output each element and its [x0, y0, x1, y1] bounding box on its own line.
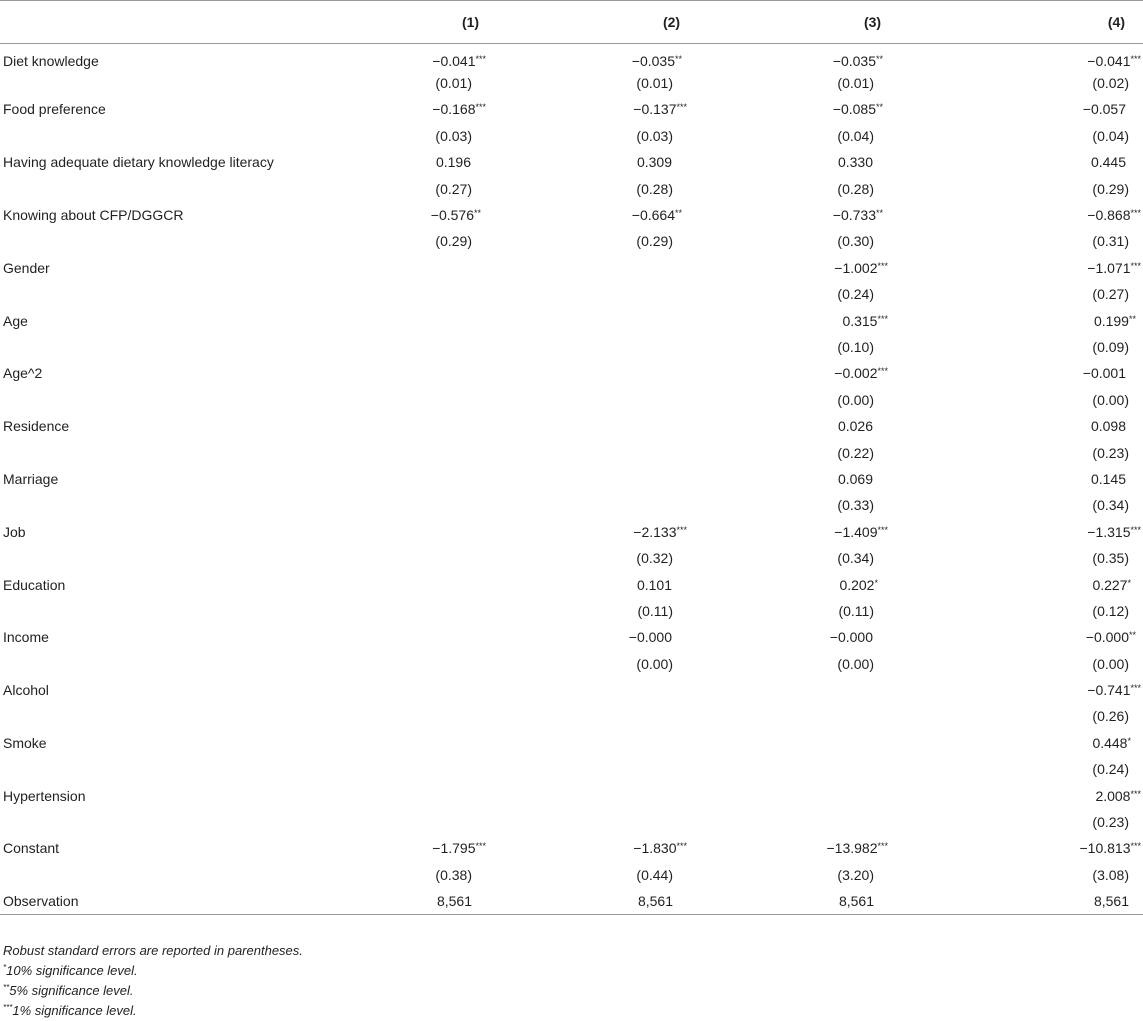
standard-error-cell: (0.23) — [1092, 814, 1129, 831]
coefficient-cell — [738, 571, 939, 597]
coefficient-cell — [738, 202, 939, 228]
coefficient-cell — [537, 519, 738, 545]
coefficient-cell — [738, 519, 939, 545]
coefficient-value: −0.741 — [1087, 682, 1131, 699]
observation-value: 8,561 — [939, 888, 1143, 914]
table-footnotes — [3, 941, 303, 1021]
coefficient-cell — [738, 360, 939, 386]
coefficient-cell — [939, 149, 1143, 175]
standard-error-cell — [537, 703, 738, 729]
coefficient-value: −1.795 — [432, 840, 476, 857]
standard-error-cell: (0.31) — [1092, 233, 1129, 250]
coef-row — [0, 782, 1143, 808]
standard-error-cell: (0.22) — [837, 444, 874, 461]
footnote — [3, 961, 303, 981]
variable-label: Age^2 — [3, 365, 43, 382]
coefficient-cell — [939, 835, 1143, 861]
significance-stars: ** — [674, 53, 682, 64]
significance-stars: ** — [875, 208, 883, 219]
coef-row — [0, 466, 1143, 492]
standard-error-cell — [336, 650, 537, 676]
standard-error-cell: (0.01) — [837, 75, 874, 92]
se-label-blank — [0, 598, 336, 624]
se-row — [0, 387, 1143, 413]
standard-error-cell — [537, 387, 738, 413]
coefficient-cell — [537, 782, 738, 808]
significance-stars: ** — [875, 102, 883, 113]
standard-error-cell: (0.01) — [636, 75, 673, 92]
variable-label: Hypertension — [3, 787, 86, 804]
se-label-blank — [0, 492, 336, 518]
coefficient-cell — [537, 571, 738, 597]
standard-error-cell: (0.00) — [636, 655, 673, 672]
se-row — [0, 756, 1143, 782]
standard-error-cell: (0.24) — [1092, 761, 1129, 778]
se-label-blank — [0, 756, 336, 782]
coefficient-value: 0.330 — [837, 154, 873, 171]
observation-value: 8,561 — [336, 888, 537, 914]
significance-stars: *** — [1130, 208, 1141, 219]
variable-label: Constant — [3, 840, 60, 857]
significance-stars: *** — [475, 102, 486, 113]
standard-error-cell — [537, 756, 738, 782]
standard-error-cell — [336, 809, 537, 835]
standard-error-cell: (3.20) — [837, 866, 874, 883]
coefficient-value: 0.026 — [837, 418, 873, 435]
coefficient-value: −10.813 — [1079, 840, 1131, 857]
standard-error-cell: (0.34) — [837, 550, 874, 567]
coefficient-cell — [336, 255, 537, 281]
coefficient-cell — [537, 360, 738, 386]
coefficient-value: 0.069 — [837, 470, 873, 487]
significance-stars: ** — [875, 53, 883, 64]
coefficient-cell — [939, 571, 1143, 597]
coefficient-cell — [537, 835, 738, 861]
se-row — [0, 70, 1143, 96]
coef-row — [0, 44, 1143, 70]
standard-error-cell: (0.28) — [636, 180, 673, 197]
coefficient-cell — [336, 360, 537, 386]
coefficient-value: 0.199 — [1093, 312, 1129, 329]
significance-stars: *** — [475, 53, 486, 64]
footnote-mark: *** — [3, 1003, 13, 1012]
significance-stars: *** — [475, 841, 486, 852]
coefficient-cell — [738, 149, 939, 175]
coef-row — [0, 730, 1143, 756]
observation-label: Observation — [0, 888, 336, 914]
coefficient-cell — [939, 413, 1143, 439]
coefficient-value: −1.002 — [834, 259, 878, 276]
standard-error-cell — [336, 598, 537, 624]
coefficient-value: −0.035 — [832, 52, 876, 69]
coefficient-cell — [537, 624, 738, 650]
se-label-blank — [0, 175, 336, 201]
coef-row — [0, 149, 1143, 175]
significance-stars: *** — [676, 102, 687, 113]
coef-row — [0, 571, 1143, 597]
standard-error-cell: (0.03) — [636, 127, 673, 144]
standard-error-cell: (0.27) — [1092, 286, 1129, 303]
coefficient-cell — [939, 96, 1143, 122]
standard-error-cell: (0.29) — [435, 233, 472, 250]
coef-row — [0, 624, 1143, 650]
coefficient-value: −1.830 — [633, 840, 677, 857]
coefficient-value: 0.196 — [435, 154, 471, 171]
coef-row — [0, 677, 1143, 703]
se-label-blank — [0, 334, 336, 360]
coefficient-cell — [336, 624, 537, 650]
coefficient-cell — [738, 782, 939, 808]
standard-error-cell — [537, 334, 738, 360]
se-label-blank — [0, 70, 336, 96]
coefficient-cell — [738, 835, 939, 861]
standard-error-cell — [336, 703, 537, 729]
se-label-blank — [0, 809, 336, 835]
coef-row — [0, 202, 1143, 228]
significance-stars: *** — [877, 366, 888, 377]
coefficient-cell — [336, 571, 537, 597]
significance-stars: *** — [1130, 524, 1141, 535]
significance-stars: ** — [674, 208, 682, 219]
se-label-blank — [0, 387, 336, 413]
coefficient-value: −0.733 — [832, 207, 876, 224]
standard-error-cell: (0.00) — [1092, 655, 1129, 672]
se-row — [0, 650, 1143, 676]
significance-stars: *** — [1130, 260, 1141, 271]
coefficient-cell — [336, 96, 537, 122]
se-row — [0, 175, 1143, 201]
significance-stars: *** — [877, 313, 888, 324]
se-row — [0, 862, 1143, 888]
standard-error-cell: (0.38) — [435, 866, 472, 883]
coefficient-value: 0.227 — [1092, 576, 1128, 593]
standard-error-cell — [537, 492, 738, 518]
standard-error-cell: (0.24) — [837, 286, 874, 303]
significance-stars: ** — [1128, 630, 1136, 641]
coefficient-cell — [336, 730, 537, 756]
standard-error-cell: (0.11) — [637, 602, 673, 619]
coefficient-cell — [939, 466, 1143, 492]
significance-stars: *** — [877, 260, 888, 271]
standard-error-cell: (3.08) — [1092, 866, 1129, 883]
standard-error-cell: (0.30) — [837, 233, 874, 250]
coefficient-cell — [537, 44, 738, 70]
coefficient-cell — [537, 466, 738, 492]
standard-error-cell: (0.35) — [1092, 550, 1129, 567]
coefficient-value: −13.982 — [826, 840, 878, 857]
coefficient-value: −0.868 — [1087, 207, 1131, 224]
coefficient-value: 0.445 — [1090, 154, 1126, 171]
coef-row — [0, 255, 1143, 281]
coefficient-cell — [738, 413, 939, 439]
coefficient-value: −0.057 — [1082, 101, 1126, 118]
observation-value: 8,561 — [537, 888, 738, 914]
footnote — [3, 941, 303, 961]
standard-error-cell: (0.34) — [1092, 497, 1129, 514]
standard-error-cell — [336, 545, 537, 571]
header-blank — [0, 1, 336, 44]
significance-stars: * — [1127, 735, 1131, 746]
standard-error-cell — [336, 492, 537, 518]
standard-error-cell — [336, 387, 537, 413]
coefficient-value: −0.000 — [628, 629, 672, 646]
coefficient-value: 0.098 — [1090, 418, 1126, 435]
se-label-blank — [0, 862, 336, 888]
standard-error-cell — [738, 703, 939, 729]
standard-error-cell: (0.29) — [1092, 180, 1129, 197]
coefficient-cell — [537, 677, 738, 703]
standard-error-cell: (0.03) — [435, 127, 472, 144]
coef-row — [0, 307, 1143, 333]
coefficient-cell — [939, 44, 1143, 70]
standard-error-cell: (0.26) — [1092, 708, 1129, 725]
variable-label: Having adequate dietary knowledge literacy — [3, 154, 274, 171]
se-row — [0, 492, 1143, 518]
coefficient-cell — [336, 149, 537, 175]
coefficient-cell — [336, 307, 537, 333]
significance-stars: *** — [1130, 683, 1141, 694]
coefficient-value: −0.041 — [1087, 52, 1131, 69]
column-header-4: (4) — [939, 1, 1143, 44]
coefficient-value: −0.664 — [631, 207, 675, 224]
se-label-blank — [0, 439, 336, 465]
coefficient-value: −2.133 — [633, 523, 677, 540]
significance-stars: * — [874, 577, 878, 588]
coefficient-cell — [939, 730, 1143, 756]
observation-value: 8,561 — [738, 888, 939, 914]
variable-label: Smoke — [3, 734, 47, 751]
se-row — [0, 334, 1143, 360]
coefficient-value: 2.008 — [1095, 787, 1131, 804]
coefficient-cell — [336, 677, 537, 703]
variable-label: Job — [3, 523, 26, 540]
standard-error-cell: (0.10) — [837, 338, 874, 355]
coefficient-cell — [336, 782, 537, 808]
coefficient-value: 0.315 — [842, 312, 878, 329]
coefficient-cell — [738, 96, 939, 122]
se-label-blank — [0, 703, 336, 729]
coefficient-value: −0.002 — [834, 365, 878, 382]
coef-row — [0, 96, 1143, 122]
standard-error-cell — [336, 756, 537, 782]
coefficient-cell — [738, 466, 939, 492]
coefficient-value: −0.085 — [832, 101, 876, 118]
standard-error-cell: (0.44) — [636, 866, 673, 883]
se-label-blank — [0, 650, 336, 676]
coefficient-value: −0.137 — [633, 101, 677, 118]
coefficient-value: −1.315 — [1087, 523, 1131, 540]
coefficient-cell — [336, 835, 537, 861]
coefficient-cell — [336, 466, 537, 492]
standard-error-cell: (0.28) — [837, 180, 874, 197]
coefficient-cell — [939, 202, 1143, 228]
column-header-1: (1) — [336, 1, 537, 44]
coefficient-cell — [738, 677, 939, 703]
coefficient-value: 0.202 — [839, 576, 875, 593]
coefficient-cell — [537, 149, 738, 175]
standard-error-cell: (0.00) — [1092, 391, 1129, 408]
coefficient-cell — [738, 624, 939, 650]
se-label-blank — [0, 123, 336, 149]
variable-label: Gender — [3, 259, 50, 276]
se-row — [0, 598, 1143, 624]
header-row — [0, 1, 1143, 44]
column-header-2: (2) — [537, 1, 738, 44]
standard-error-cell: (0.01) — [435, 75, 472, 92]
variable-label: Education — [3, 576, 66, 593]
significance-stars: ** — [473, 208, 481, 219]
significance-stars: * — [1127, 577, 1131, 588]
footnote — [3, 1001, 303, 1021]
standard-error-cell: (0.09) — [1092, 338, 1129, 355]
se-row — [0, 703, 1143, 729]
variable-label: Marriage — [3, 470, 59, 487]
standard-error-cell: (0.23) — [1092, 444, 1129, 461]
coefficient-cell — [738, 730, 939, 756]
coefficient-value: 0.101 — [636, 576, 672, 593]
standard-error-cell — [537, 809, 738, 835]
footnote — [3, 981, 303, 1001]
standard-error-cell: (0.00) — [837, 655, 874, 672]
standard-error-cell: (0.04) — [1092, 127, 1129, 144]
standard-error-cell — [738, 756, 939, 782]
coefficient-cell — [939, 255, 1143, 281]
coefficient-value: −0.001 — [1082, 365, 1126, 382]
coefficient-value: −0.168 — [432, 101, 476, 118]
se-label-blank — [0, 545, 336, 571]
significance-stars: *** — [1130, 53, 1141, 64]
coefficient-value: 0.309 — [636, 154, 672, 171]
coefficient-value: −0.576 — [430, 207, 474, 224]
coefficient-cell — [939, 624, 1143, 650]
coefficient-value: 0.448 — [1092, 734, 1128, 751]
significance-stars: *** — [1130, 788, 1141, 799]
variable-label: Alcohol — [3, 682, 49, 699]
coefficient-cell — [939, 360, 1143, 386]
footnote-text: 10% significance level. — [6, 963, 138, 978]
coefficient-cell — [537, 202, 738, 228]
se-row — [0, 228, 1143, 254]
coefficient-cell — [738, 255, 939, 281]
se-label-blank — [0, 228, 336, 254]
coefficient-cell — [336, 44, 537, 70]
se-row — [0, 439, 1143, 465]
coef-row — [0, 413, 1143, 439]
standard-error-cell: (0.32) — [636, 550, 673, 567]
standard-error-cell — [336, 439, 537, 465]
variable-label: Income — [3, 629, 49, 646]
coefficient-cell — [537, 96, 738, 122]
standard-error-cell — [336, 334, 537, 360]
significance-stars: *** — [676, 524, 687, 535]
coefficient-cell — [336, 519, 537, 545]
coefficient-value: 0.145 — [1090, 470, 1126, 487]
variable-label: Residence — [3, 418, 70, 435]
footnote-text: Robust standard errors are reported in parentheses. — [3, 943, 303, 958]
standard-error-cell: (0.02) — [1092, 75, 1129, 92]
significance-stars: *** — [1130, 841, 1141, 852]
significance-stars: *** — [877, 841, 888, 852]
coefficient-cell — [939, 782, 1143, 808]
standard-error-cell: (0.12) — [1092, 602, 1129, 619]
coefficient-value: −0.041 — [432, 52, 476, 69]
footnote-text: 1% significance level. — [12, 1003, 137, 1018]
coefficient-cell — [336, 202, 537, 228]
variable-label: Diet knowledge — [3, 52, 99, 69]
table-body — [0, 44, 1143, 915]
footnote-mark: * — [3, 963, 7, 972]
coefficient-cell — [939, 677, 1143, 703]
coef-row — [0, 519, 1143, 545]
significance-stars: *** — [877, 524, 888, 535]
standard-error-cell — [336, 281, 537, 307]
coefficient-value: −0.035 — [631, 52, 675, 69]
standard-error-cell: (0.00) — [837, 391, 874, 408]
standard-error-cell: (0.27) — [435, 180, 472, 197]
coef-row — [0, 360, 1143, 386]
coefficient-cell — [738, 44, 939, 70]
variable-label: Age — [3, 312, 28, 329]
coefficient-value: −1.071 — [1087, 259, 1131, 276]
coefficient-cell — [336, 413, 537, 439]
significance-stars: ** — [1128, 313, 1136, 324]
footnote-text: 5% significance level. — [9, 983, 134, 998]
footnote-mark: ** — [3, 983, 10, 992]
coefficient-cell — [537, 307, 738, 333]
coefficient-cell — [738, 307, 939, 333]
se-row — [0, 123, 1143, 149]
coef-row — [0, 835, 1143, 861]
standard-error-cell: (0.04) — [837, 127, 874, 144]
coefficient-cell — [537, 255, 738, 281]
coefficient-value: −0.000 — [1085, 629, 1129, 646]
standard-error-cell: (0.33) — [837, 497, 874, 514]
column-header-3: (3) — [738, 1, 939, 44]
standard-error-cell — [537, 281, 738, 307]
se-row — [0, 281, 1143, 307]
standard-error-cell: (0.11) — [838, 602, 874, 619]
variable-label: Knowing about CFP/DGGCR — [3, 207, 184, 224]
standard-error-cell — [738, 809, 939, 835]
standard-error-cell — [537, 439, 738, 465]
variable-label: Food preference — [3, 101, 106, 118]
coefficient-cell — [939, 307, 1143, 333]
se-row — [0, 545, 1143, 571]
significance-stars: *** — [676, 841, 687, 852]
observation-row — [0, 888, 1143, 914]
coefficient-cell — [537, 730, 738, 756]
coefficient-value: −0.000 — [829, 629, 873, 646]
se-label-blank — [0, 281, 336, 307]
coefficient-cell — [537, 413, 738, 439]
coefficient-value: −1.409 — [834, 523, 878, 540]
coefficient-cell — [939, 519, 1143, 545]
se-row — [0, 809, 1143, 835]
standard-error-cell: (0.29) — [636, 233, 673, 250]
